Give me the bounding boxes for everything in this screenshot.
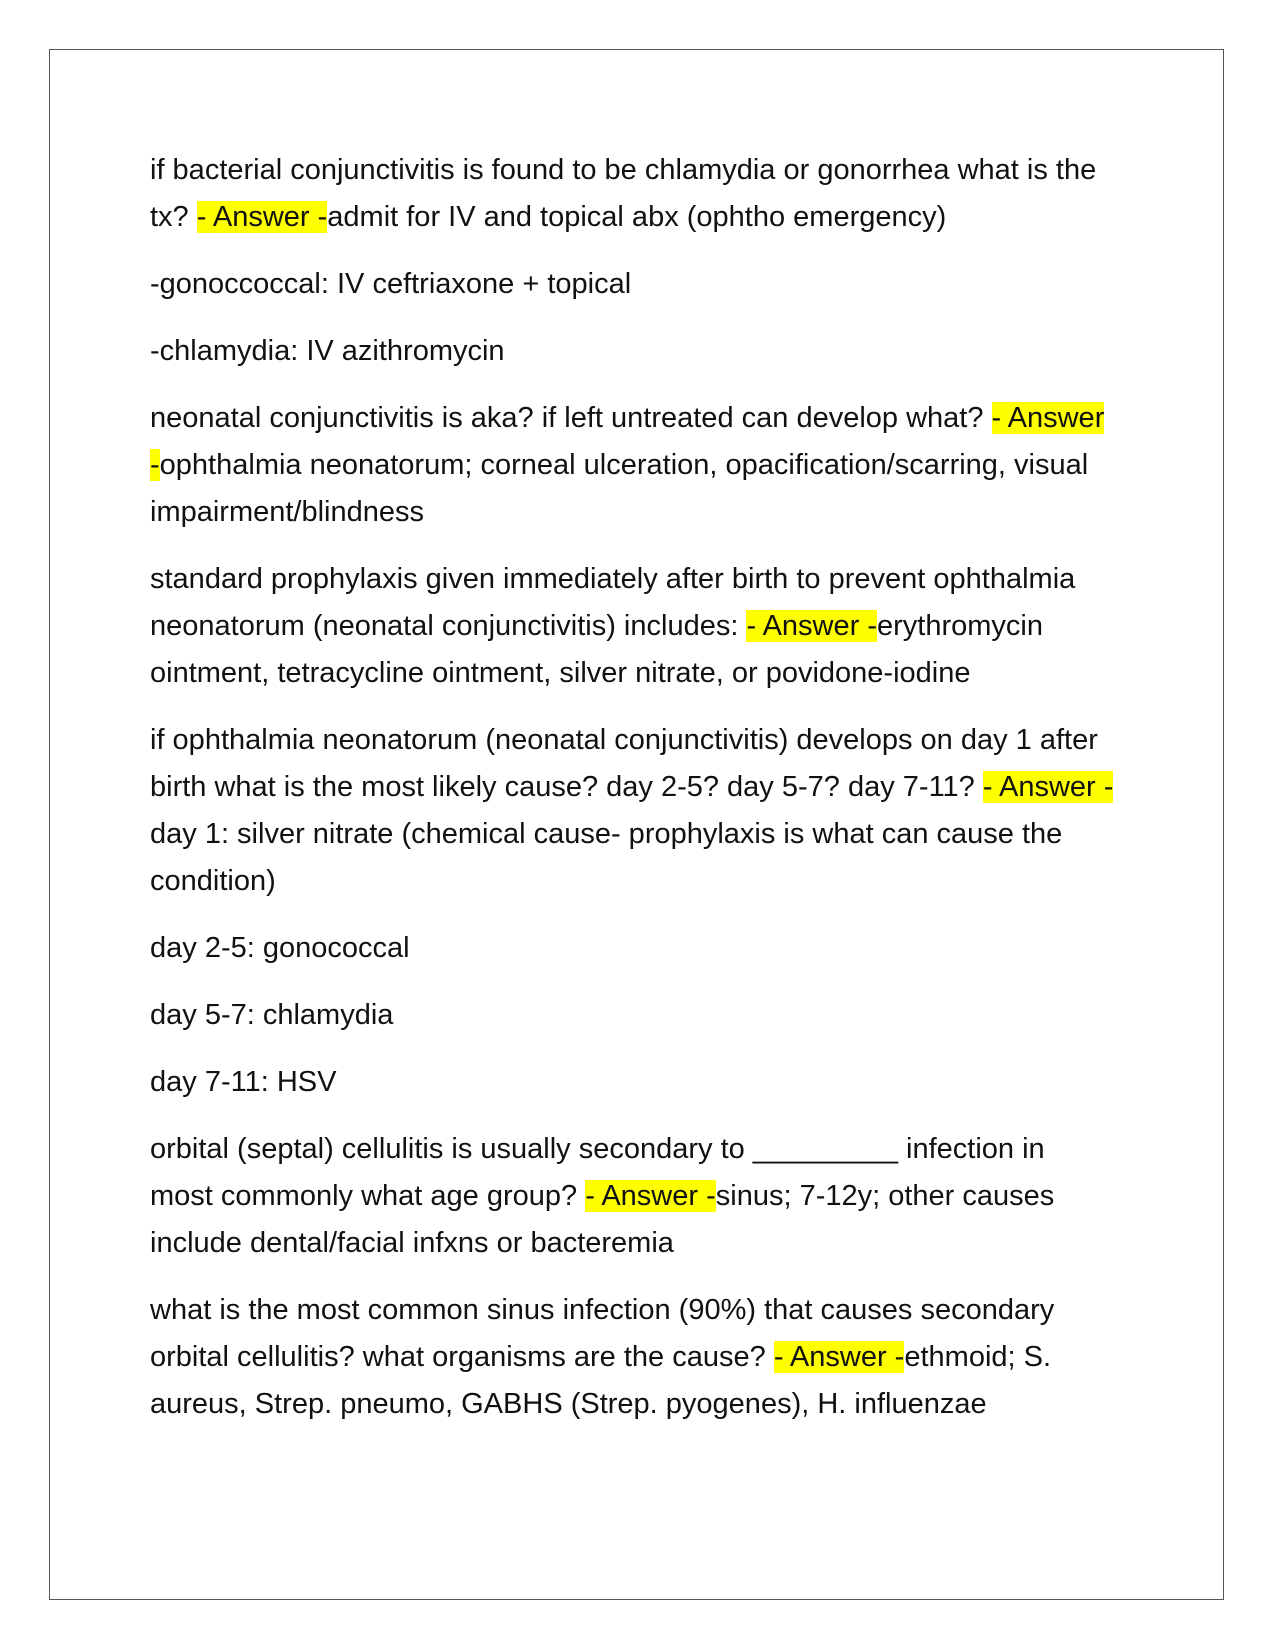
answer-line: -chlamydia: IV azithromycin (150, 335, 505, 367)
answer-marker: - Answer - (982, 771, 1114, 803)
answer-line: day 2-5: gonococcal (150, 932, 410, 964)
answer-text: ethmoid; S. aureus, Strep. pneumo, GABHS (Strep. pyogenes), H. influenzae (150, 1341, 1052, 1420)
question-text: standard prophylaxis given immediately after birth to prevent ophthalmia neonatorum (neonatal conjunctivitis) includes: (150, 563, 1076, 642)
answer-text: admit for IV and topical abx (ophtho emergency) (327, 201, 947, 233)
qa-item (150, 556, 1115, 697)
qa-item (150, 1126, 1115, 1267)
question-text: orbital (septal) cellulitis is usually secondary to _________ infection in most commonly what age group? (150, 1133, 1045, 1212)
answer-marker: - Answer - (585, 1180, 716, 1212)
qa-item (150, 717, 1115, 905)
question-text: if bacterial conjunctivitis is found to be chlamydia or gonorrhea what is the tx? (150, 154, 1097, 233)
qa-item (150, 395, 1115, 536)
answer-marker: - Answer - (196, 201, 328, 233)
answer-marker: - Answer - (746, 610, 877, 642)
answer-text: ophthalmia neonatorum; corneal ulceration, opacification/scarring, visual impairment/blindness (150, 449, 1089, 528)
qa-item (150, 147, 1115, 241)
answer-marker: - Answer - (773, 1341, 905, 1373)
answer-marker: - Answer - (150, 402, 1105, 481)
answer-text: day 1: silver nitrate (chemical cause- prophylaxis is what can cause the condition) (150, 818, 1063, 897)
question-text: if ophthalmia neonatorum (neonatal conjunctivitis) develops on day 1 after birth what is the most likely cause? day 2-5? day 5-7? day 7-11? (150, 724, 1098, 803)
qa-item (150, 1287, 1115, 1428)
answer-text: sinus; 7-12y; other causes include dental/facial infxns or bacteremia (150, 1180, 1055, 1259)
answer-line: -gonoccoccal: IV ceftriaxone + topical (150, 268, 632, 300)
document-body (150, 147, 1115, 1448)
answer-line: day 5-7: chlamydia (150, 999, 394, 1031)
question-text: neonatal conjunctivitis is aka? if left untreated can develop what? (150, 402, 992, 434)
answer-text: erythromycin ointment, tetracycline ointment, silver nitrate, or povidone-iodine (150, 610, 1043, 689)
answer-line: day 7-11: HSV (150, 1066, 337, 1098)
question-text: what is the most common sinus infection (90%) that causes secondary orbital cellulitis? what organisms are the cause? (150, 1294, 1055, 1373)
